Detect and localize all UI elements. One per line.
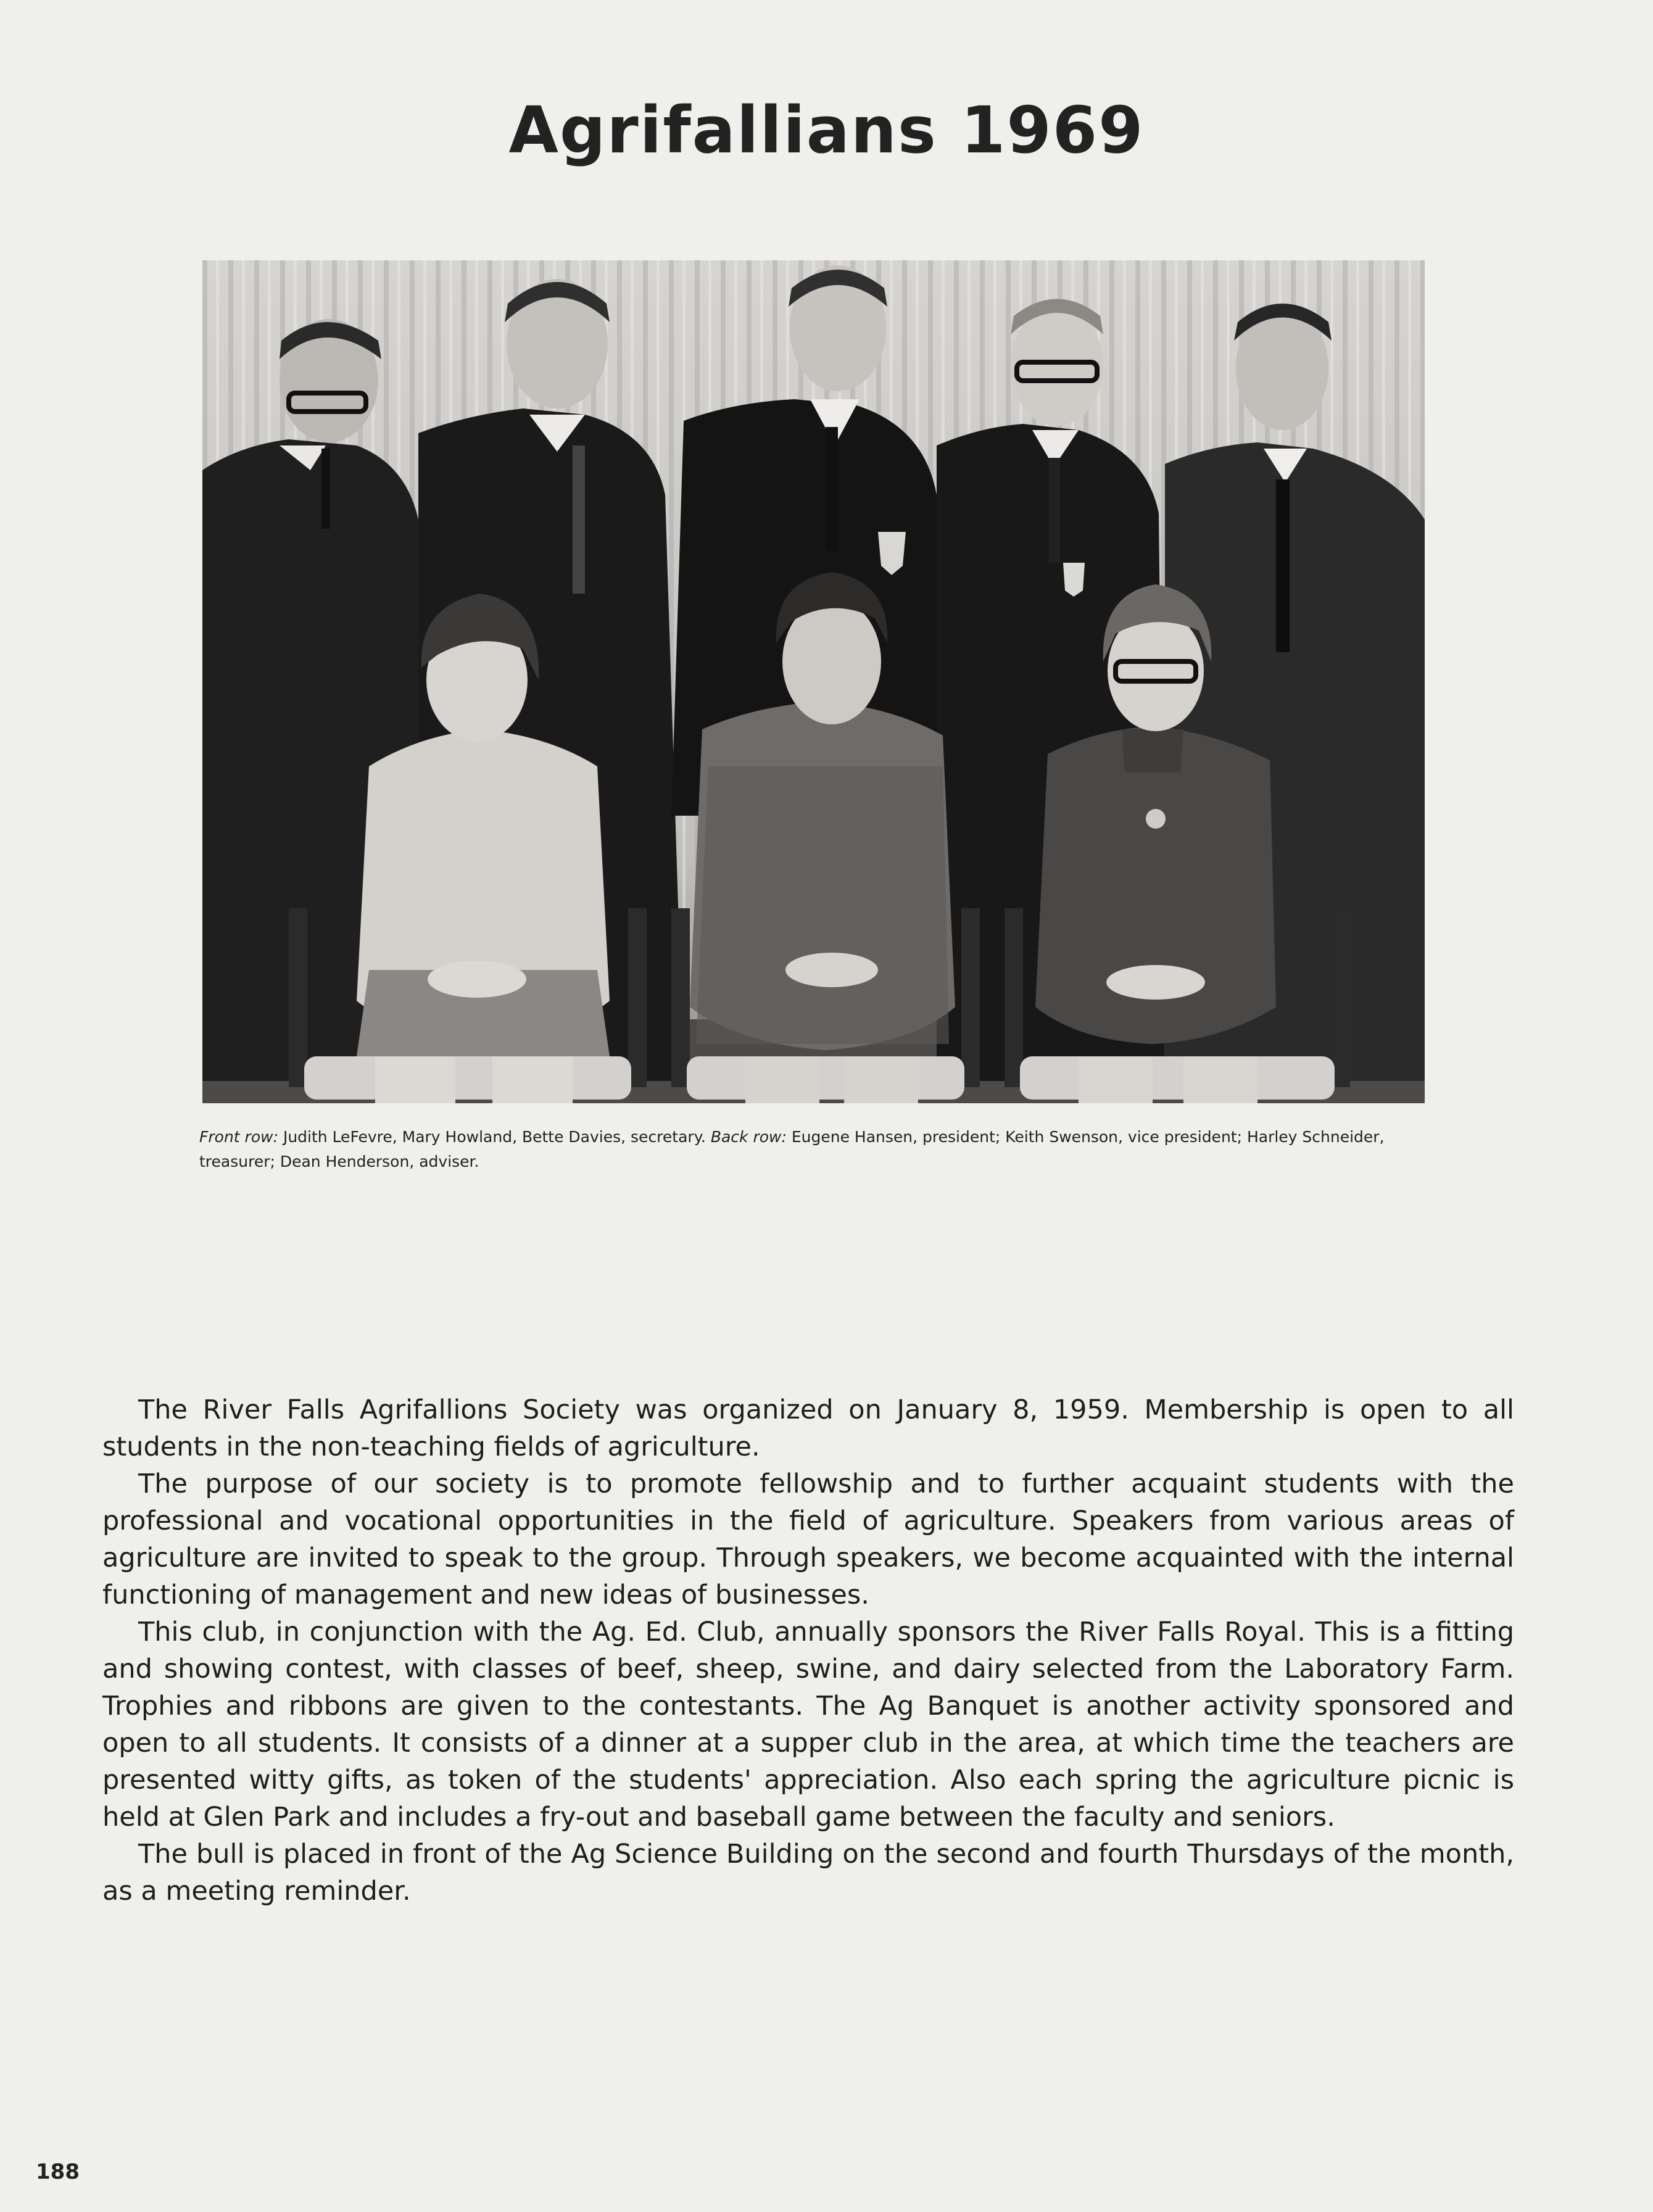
caption-back-names: Eugene Hansen, president; Keith Swenson, vice president; Harley Schneider, treasurer; Dean Henderson, adviser. (199, 1128, 1385, 1170)
front-row (357, 572, 1276, 1103)
caption-front-names: Judith LeFevre, Mary Howland, Bette Davies, secretary. (278, 1128, 711, 1146)
paragraph: The purpose of our society is to promote fellowship and to further acquaint students with the professional and vocational opportunities in the field of agriculture. Speakers from various areas of agriculture are invited to speak to the group. Through speakers, we become acquainted with the internal functioning of management and new ideas of businesses. (102, 1468, 1514, 1610)
paragraph: This club, in conjunction with the Ag. Ed. Club, annually sponsors the River Falls Royal. This is a fitting and showing contest, with classes of beef, sheep, swine, and dairy selected from the Laboratory Farm. Trophies and ribbons are given to the contestants. The Ag Banquet is another activity sponsored and open to all students. It consists of a dinner at a supper club in the area, at which time the teachers are presented witty gifts, as token of the students' appreciation. Also each spring the agriculture picnic is held at Glen Park and includes a fry-out and baseball game between the faculty and seniors. (102, 1617, 1514, 1833)
photo-caption (199, 1125, 1427, 1174)
page-title: Agrifallians 1969 (508, 93, 1145, 168)
caption-back-label: Back row: (710, 1128, 787, 1146)
article-body (102, 1391, 1514, 1910)
group-photo-illustration (202, 260, 1425, 1103)
paragraph: The bull is placed in front of the Ag Science Building on the second and fourth Thursdays of the month, as a meeting reminder. (102, 1839, 1514, 1907)
group-photo (202, 260, 1425, 1103)
paragraph: The River Falls Agrifallions Society was organized on January 8, 1959. Membership is open to all students in the non-teaching fields of agriculture. (102, 1394, 1514, 1462)
caption-front-label: Front row: (199, 1128, 278, 1146)
page-number: 188 (36, 2160, 80, 2184)
